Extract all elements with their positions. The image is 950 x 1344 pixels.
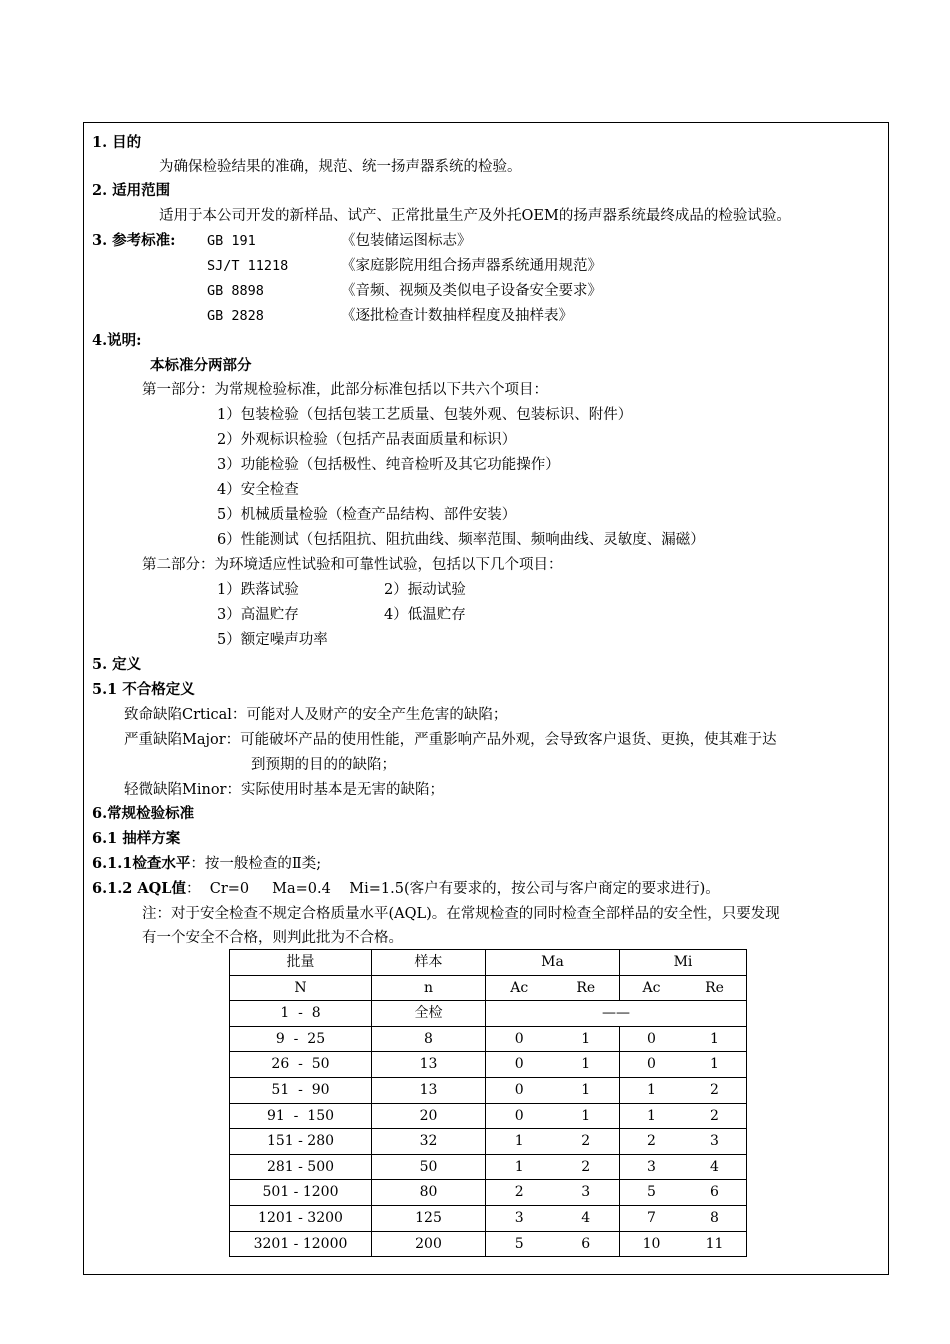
cell-ma-group xyxy=(486,1103,620,1129)
cell-ma-re: 3 xyxy=(581,1184,591,1201)
sampling-table xyxy=(229,949,747,1257)
cell-ma-group xyxy=(486,1026,620,1052)
cell-ma-group xyxy=(486,1077,620,1103)
cell-mi-group xyxy=(620,1077,747,1103)
note-line-cont: 有一个安全不合格，则判此批为不合格。 xyxy=(142,930,403,946)
table-body xyxy=(230,1026,747,1256)
header-mi-sub xyxy=(620,975,747,1001)
reference-code: GB 191 xyxy=(207,233,256,249)
cell-batch: 26 - 50 xyxy=(230,1052,372,1078)
cell-mi-re: 1 xyxy=(710,1056,719,1073)
section-4-subtitle: 本标准分两部分 xyxy=(150,357,252,374)
inspection-level-label: 6.1.1检查水平 xyxy=(92,855,191,872)
cell-batch: 91 - 150 xyxy=(230,1103,372,1129)
header-sample-symbol: n xyxy=(372,975,486,1001)
section-5-heading: 5. 定义 xyxy=(92,656,142,673)
section-5-1-heading: 5.1 不合格定义 xyxy=(92,681,195,698)
cell-ma-re: 1 xyxy=(581,1030,591,1047)
cell-ma-re: 1 xyxy=(581,1081,591,1098)
header-sample: 样本 xyxy=(372,950,486,976)
cell-mi-ac: 5 xyxy=(647,1184,656,1201)
reference-code: GB 8898 xyxy=(207,283,264,299)
cell-batch: 501 - 1200 xyxy=(230,1180,372,1206)
header-mi: Mi xyxy=(620,950,747,976)
reference-title: 《家庭影院用组合扬声器系统通用规范》 xyxy=(341,258,602,274)
part-1-intro: 第一部分：为常规检验标准，此部分标准包括以下共六个项目： xyxy=(142,382,548,398)
part-1-item: 3）功能检验（包括极性、纯音检听及其它功能操作） xyxy=(217,457,560,473)
table-row xyxy=(230,1026,747,1052)
cell-ma-group xyxy=(486,1154,620,1180)
cell-mi-re: 2 xyxy=(710,1107,719,1124)
cell-ma-group xyxy=(486,1129,620,1155)
inspection-level xyxy=(92,854,321,874)
reference-title: 《音频、视频及类似电子设备安全要求》 xyxy=(341,283,602,299)
cell-sample: 全检 xyxy=(372,1001,486,1027)
section-6-1-heading: 6.1 抽样方案 xyxy=(92,830,181,847)
cell-batch: 281 - 500 xyxy=(230,1154,372,1180)
cell-batch: 1201 - 3200 xyxy=(230,1205,372,1231)
critical-defect: 致命缺陷Crtical：可能对人及财产的安全产生危害的缺陷； xyxy=(124,707,508,723)
cell-batch: 51 - 90 xyxy=(230,1077,372,1103)
cell-mi-re: 4 xyxy=(710,1158,719,1175)
major-defect: 严重缺陷Major：可能破坏产品的使用性能，严重影响产品外观，会导致客户退货、更换，使其难于达 xyxy=(124,732,777,748)
cell-mi-ac: 7 xyxy=(647,1209,656,1226)
cell-ma-ac: 0 xyxy=(514,1107,524,1124)
table-row xyxy=(230,1129,747,1155)
cell-ma-ac: 0 xyxy=(514,1030,524,1047)
cell-mi-group xyxy=(620,1231,747,1257)
document-frame xyxy=(83,122,889,1275)
header-ma: Ma xyxy=(486,950,620,976)
cell-sample: 32 xyxy=(372,1129,486,1155)
table-row xyxy=(230,1077,747,1103)
table-row xyxy=(230,1205,747,1231)
cell-ma-re: 2 xyxy=(581,1158,591,1175)
cell-ma-ac: 1 xyxy=(514,1133,524,1150)
cell-mi-re: 2 xyxy=(710,1081,719,1098)
part-1-item: 2）外观标识检验（包括产品表面质量和标识） xyxy=(217,432,517,448)
cell-ma-ac: 0 xyxy=(514,1056,524,1073)
cell-mi-ac: 0 xyxy=(647,1056,656,1073)
section-1-text: 为确保检验结果的准确，规范、统一扬声器系统的检验。 xyxy=(159,159,522,175)
reference-title: 《逐批检查计数抽样程度及抽样表》 xyxy=(341,308,573,324)
part-1-item: 5）机械质量检验（检查产品结构、部件安装） xyxy=(217,507,517,523)
reference-row xyxy=(84,306,684,326)
aql-text: ： Cr=0 Ma=0.4 Mi=1.5(客户有要求的，按公司与客户商定的要求进行)。 xyxy=(186,881,720,897)
part-2-item: 5）额定噪声功率 xyxy=(217,632,328,648)
cell-sample: 20 xyxy=(372,1103,486,1129)
reference-code: GB 2828 xyxy=(207,308,264,324)
cell-sample: 200 xyxy=(372,1231,486,1257)
header-ac: Ac xyxy=(510,979,529,996)
cell-sample: 125 xyxy=(372,1205,486,1231)
reference-row xyxy=(84,256,684,276)
cell-mi-re: 3 xyxy=(710,1133,719,1150)
section-4-heading: 4.说明: xyxy=(92,332,142,349)
cell-mi-group xyxy=(620,1052,747,1078)
cell-ma-re: 1 xyxy=(581,1056,591,1073)
table-subheader-row xyxy=(230,975,747,1001)
cell-ma-ac: 2 xyxy=(514,1184,524,1201)
cell-ma-group xyxy=(486,1052,620,1078)
reference-title: 《包装储运图标志》 xyxy=(341,233,472,249)
part-1-item: 4）安全检查 xyxy=(217,482,299,498)
part-2-item: 2）振动试验 xyxy=(384,582,466,598)
reference-code: SJ/T 11218 xyxy=(207,258,289,274)
cell-ma-group xyxy=(486,1205,620,1231)
cell-mi-group xyxy=(620,1026,747,1052)
cell-ma-re: 1 xyxy=(581,1107,591,1124)
header-batch: 批量 xyxy=(230,950,372,976)
cell-mi-ac: 1 xyxy=(647,1107,656,1124)
cell-mi-group xyxy=(620,1180,747,1206)
cell-ma-ac: 0 xyxy=(514,1081,524,1098)
header-re: Re xyxy=(705,979,724,996)
part-1-item: 6）性能测试（包括阻抗、阻抗曲线、频率范围、频响曲线、灵敏度、漏磁） xyxy=(217,532,705,548)
cell-ma-ac: 5 xyxy=(514,1235,524,1252)
section-2-heading: 2. 适用范围 xyxy=(92,182,171,199)
table-header-row xyxy=(230,950,747,976)
header-re: Re xyxy=(576,979,596,996)
cell-mi-ac: 0 xyxy=(647,1030,656,1047)
cell-batch: 9 - 25 xyxy=(230,1026,372,1052)
reference-row xyxy=(84,281,684,301)
major-defect-cont: 到预期的目的的缺陷； xyxy=(251,757,396,773)
cell-sample: 13 xyxy=(372,1052,486,1078)
header-batch-symbol: N xyxy=(230,975,372,1001)
cell-ma-group xyxy=(486,1231,620,1257)
part-2-item: 1）跌落试验 xyxy=(217,582,299,598)
cell-ma-re: 4 xyxy=(581,1209,591,1226)
table-row xyxy=(230,1180,747,1206)
minor-defect: 轻微缺陷Minor：实际使用时基本是无害的缺陷； xyxy=(124,782,444,798)
cell-mi-group xyxy=(620,1154,747,1180)
part-2-item: 4）低温贮存 xyxy=(384,607,466,623)
table-row xyxy=(230,1052,747,1078)
cell-batch: 3201 - 12000 xyxy=(230,1231,372,1257)
section-6-heading: 6.常规检验标准 xyxy=(92,805,195,822)
table-row xyxy=(230,1103,747,1129)
cell-mi-re: 1 xyxy=(710,1030,719,1047)
header-ma-sub xyxy=(486,975,620,1001)
cell-ma-ac: 1 xyxy=(514,1158,524,1175)
cell-mi-group xyxy=(620,1129,747,1155)
table-row xyxy=(230,1231,747,1257)
aql-label: 6.1.2 AQL值 xyxy=(92,880,186,897)
cell-batch: 151 - 280 xyxy=(230,1129,372,1155)
cell-ma-group xyxy=(486,1180,620,1206)
part-2-intro: 第二部分：为环境适应性试验和可靠性试验，包括以下几个项目： xyxy=(142,557,563,573)
cell-mi-ac: 10 xyxy=(642,1235,661,1252)
section-2-text: 适用于本公司开发的新样品、试产、正常批量生产及外托OEM的扬声器系统最终成品的检验试验。 xyxy=(159,208,791,224)
note-line: 注：对于安全检查不规定合格质量水平(AQL)。在常规检查的同时检查全部样品的安全性，只要发现 xyxy=(142,906,780,922)
cell-ma-re: 6 xyxy=(581,1235,591,1252)
cell-mi-ac: 3 xyxy=(647,1158,656,1175)
part-1-item: 1）包装检验（包括包装工艺质量、包装外观、包装标识、附件） xyxy=(217,407,633,423)
reference-row xyxy=(84,231,684,251)
cell-mi-ac: 2 xyxy=(647,1133,656,1150)
cell-dash: —— xyxy=(486,1001,747,1027)
table-row xyxy=(230,1154,747,1180)
cell-sample: 50 xyxy=(372,1154,486,1180)
cell-mi-re: 11 xyxy=(705,1235,724,1252)
cell-ma-ac: 3 xyxy=(514,1209,524,1226)
cell-sample: 8 xyxy=(372,1026,486,1052)
cell-mi-re: 8 xyxy=(710,1209,719,1226)
cell-ma-re: 2 xyxy=(581,1133,591,1150)
aql-value xyxy=(92,879,720,899)
cell-sample: 80 xyxy=(372,1180,486,1206)
cell-batch: 1 - 8 xyxy=(230,1001,372,1027)
inspection-level-text: ：按一般检查的Ⅱ类; xyxy=(190,856,322,872)
cell-mi-group xyxy=(620,1103,747,1129)
cell-mi-ac: 1 xyxy=(647,1081,656,1098)
section-3-heading: 3. 参考标准: xyxy=(92,232,176,249)
header-ac: Ac xyxy=(642,979,661,996)
cell-sample: 13 xyxy=(372,1077,486,1103)
section-1-heading: 1. 目的 xyxy=(92,134,142,151)
cell-mi-group xyxy=(620,1205,747,1231)
table-row xyxy=(230,1001,747,1027)
cell-mi-re: 6 xyxy=(710,1184,719,1201)
part-2-item: 3）高温贮存 xyxy=(217,607,299,623)
